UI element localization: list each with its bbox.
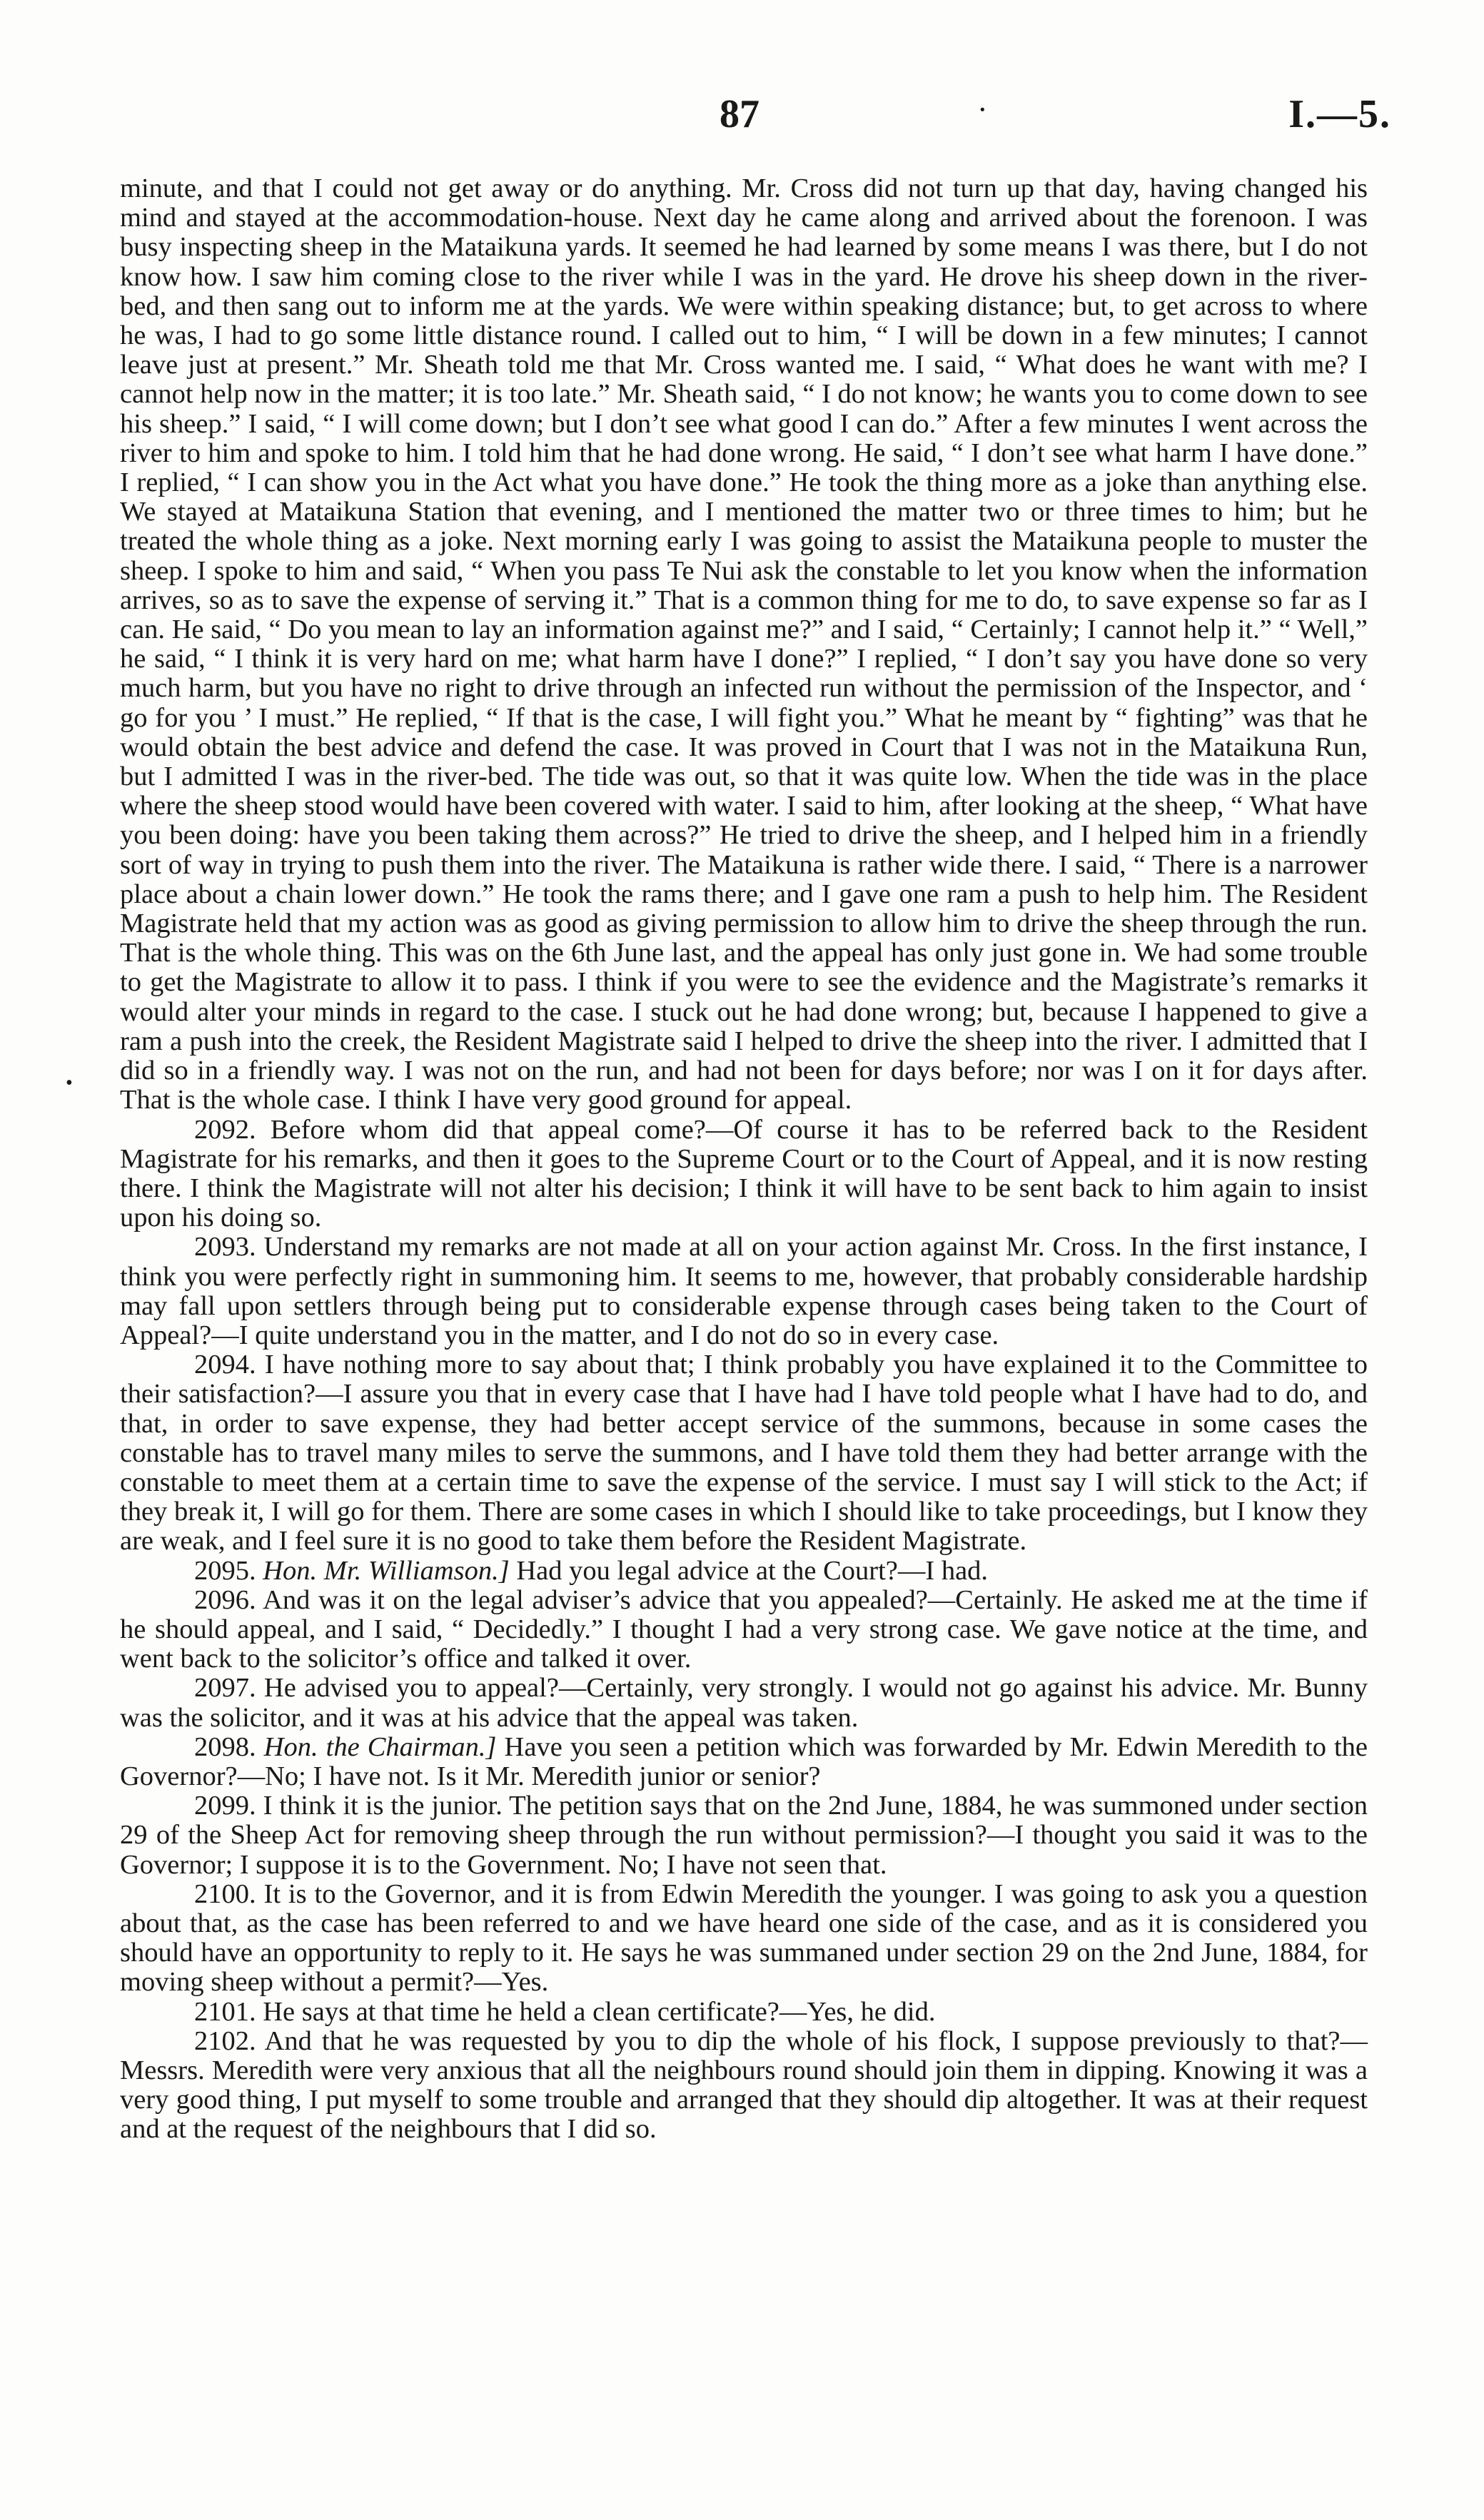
- header-separator: ·: [977, 92, 988, 127]
- body-text: [120, 174, 1368, 2145]
- question-2098: [120, 1733, 1368, 1791]
- question-2095: [120, 1557, 1368, 1586]
- margin-mark: •: [66, 1072, 73, 1094]
- question-2096: 2096. And was it on the legal adviser’s advice that you appealed?—Certainly. He asked me at the time if he should appeal, and I said, “ Decidedly.” I thought I had a very strong case. We gave notice at the time, and went back to the solicitor’s office and talked it over.: [120, 1584, 1368, 1674]
- page-reference: I.—5.: [1288, 92, 1391, 136]
- continuation-paragraph: minute, and that I could not get away or do anything. Mr. Cross did not turn up that day, having changed his mind and stayed at the accommodation-house. Next day he came along and arrived about the forenoon. I was busy inspecting sheep in the Mataikuna yards. It seemed he had learned by some means I was there, but I do not know how. I saw him coming close to the river while I was in the yard. He drove his sheep down in the river-bed, and then sang out to inform me at the yards. We were within speaking distance; but, to get across to where he was, I had to go some little distance round. I called out to him, “ I will be down in a few minutes; I cannot leave just at present.” Mr. Sheath told me that Mr. Cross wanted me. I said, “ What does he want with me? I cannot help now in the matter; it is too late.” Mr. Sheath said, “ I do not know; he wants you to come down to see his sheep.” I said, “ I will come down; but I don’t see what good I can do.” After a few minutes I went across the river to him and spoke to him. I told him that he had done wrong. He said, “ I don’t see what harm I have done.” I replied, “ I can show you in the Act what you have done.” He took the thing more as a joke than anything else. We stayed at Mataikuna Station that evening, and I mentioned the matter two or three times to him; but he treated the whole thing as a joke. Next morning early I was going to assist the Mataikuna people to muster the sheep. I spoke to him and said, “ When you pass Te Nui ask the constable to let you know when the information arrives, so as to save the expense of serving it.” That is a common thing for me to do, to save expense so far as I can. He said, “ Do you mean to lay an information against me?” and I said, “ Certainly; I cannot help it.” “ Well,” he said, “ I think it is very hard on me; what harm have I done?” I replied, “ I don’t say you have done so very much harm, but you have no right to drive through an infected run without the permission of the Inspector, and ‘ go for you ’ I must.” He replied, “ If that is the case, I will fight you.” What he meant by “ fighting” was that he would obtain the best advice and defend the case. It was proved in Court that I was not in the Mataikuna Run, but I admitted I was in the river-bed. The tide was out, so that it was quite low. When the tide was in the place where the sheep stood would have been covered with water. I said to him, after looking at the sheep, “ What have you been doing: have you been taking them across?” He tried to drive the sheep, and I helped him in a friendly sort of way in trying to push them into the river. The Mataikuna is rather wide there. I said, “ There is a narrower place about a chain lower down.” He took the rams there; and I gave one ram a push to help him. The Resident Magistrate held that my action was as good as giving permission to allow him to drive the sheep through the run. That is the whole thing. This was on the 6th June last, and the appeal has only just gone in. We had some trouble to get the Magistrate to allow it to pass. I think if you were to see the evidence and the Magistrate’s remarks it would alter your minds in regard to the case. I stuck out he had done wrong; but, because I happened to give a ram a push into the creek, the Resident Magistrate said I helped to drive the sheep into the river. I admitted that I did so in a friendly way. I was not on the run, and had not been for days before; nor was I on it for days after. That is the whole case. I think I have very good ground for appeal.: [120, 173, 1368, 1115]
- question-2100: 2100. It is to the Governor, and it is from Edwin Meredith the younger. I was going to ask you a question about that, as the case has been referred to and we have heard one side of the case, and as it is considered you should have an opportunity to reply to it. He says he was summaned under section 29 on the 2nd June, 1884, for moving sheep without a permit?—Yes.: [120, 1878, 1368, 1998]
- question-text: Had you legal advice at the Court?—I had.: [516, 1555, 989, 1586]
- question-2101: 2101. He says at that time he held a clean certificate?—Yes, he did.: [194, 1996, 936, 2027]
- question-2092: 2092. Before whom did that appeal come?—Of course it has to be referred back to the Resident Magistrate for his remarks, and then it goes to the Supreme Court or to the Court of Appeal, and it is now resting there. I think the Magistrate will not alter his decision; I think it will have to be sent back to him again to insist upon his doing so.: [120, 1114, 1368, 1233]
- speaker-label: Hon. the Chairman.]: [263, 1731, 497, 1762]
- question-2099: 2099. I think it is the junior. The petition says that on the 2nd June, 1884, he was summoned under section 29 of the Sheep Act for removing sheep through the run without permission?—I thought you said it was to the Governor; I suppose it is to the Government. No; I have not seen that.: [120, 1791, 1368, 1880]
- question-2102: 2102. And that he was requested by you to dip the whole of his flock, I suppose previously to that?—Messrs. Meredith were very anxious that all the neighbours round should join them in dipping. Knowing it was a very good thing, I put myself to some trouble and arranged that they should dip altogether. It was at their request and at the request of the neighbours that I did so.: [120, 2025, 1368, 2145]
- question-2097: 2097. He advised you to appeal?—Certainly, very strongly. I would not go against his advice. Mr. Bunny was the solicitor, and it was at his advice that the appeal was taken.: [120, 1673, 1368, 1733]
- page-number: 87: [720, 92, 759, 136]
- speaker-label: Hon. Mr. Williamson.]: [263, 1555, 510, 1586]
- question-number: 2098.: [194, 1731, 256, 1762]
- question-number: 2095.: [194, 1555, 256, 1586]
- question-2094: 2094. I have nothing more to say about that; I think probably you have explained it to the Committee to their satisfaction?—I assure you that in every case that I have had I have told people what I have had to do, and that, in order to save expense, they had better accept service of the summons, because in some cases the constable has to travel many miles to serve the summons, and I have told them they had better arrange with the constable to meet them at a certain time to save the expense of the service. I must say I will stick to the Act; if they break it, I will go for them. There are some cases in which I should like to take proceedings, but I know they are weak, and I feel sure it is no good to take them before the Resident Magistrate.: [120, 1350, 1368, 1557]
- page-header: [0, 91, 1484, 148]
- question-2093: 2093. Understand my remarks are not made at all on your action against Mr. Cross. In the first instance, I think you were perfectly right in summoning him. It seems to me, however, that probably considerable hardship may fall upon settlers through being put to considerable expense through cases being taken to the Court of Appeal?—I quite understand you in the matter, and I do not do so in every case.: [120, 1232, 1368, 1350]
- question-text: Have you seen a petition which was forwarded by Mr. Edwin Meredith to the Governor?—No; I have not. Is it Mr. Meredith junior or senior?: [120, 1731, 1368, 1791]
